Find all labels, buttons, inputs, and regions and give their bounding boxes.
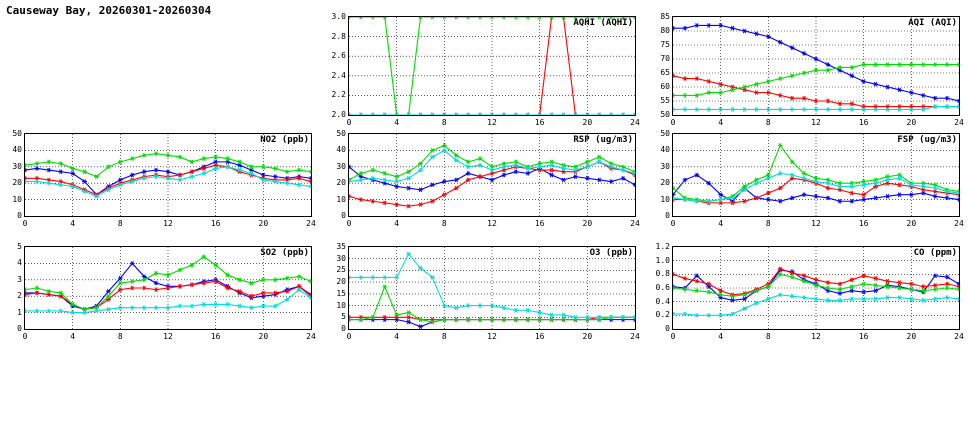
xtick-so2-1: 4: [70, 332, 76, 341]
xtick-co-6: 24: [954, 332, 964, 341]
ytick-aqi-4: 70: [660, 54, 670, 63]
ytick-no2-4: 40: [12, 145, 22, 155]
xtick-aqhi-0: 0: [346, 118, 352, 127]
plot-svg-rsp: [349, 134, 635, 216]
plot-area-rsp: [348, 133, 636, 217]
xtick-no2-2: 8: [117, 219, 123, 228]
xtick-no2-1: 4: [70, 219, 76, 228]
ytick-aqi-6: 80: [660, 26, 670, 35]
ytick-so2-3: 3: [17, 274, 22, 284]
chart-panel-fsp: [660, 129, 964, 233]
xtick-rsp-1: 4: [394, 219, 400, 228]
series-markers-no2-day3: [25, 152, 311, 179]
xtick-o3-6: 24: [630, 332, 640, 341]
xtick-co-5: 20: [906, 332, 917, 341]
series-markers-rsp-day1: [349, 165, 635, 192]
plot-svg-aqhi: [349, 17, 635, 115]
xtick-aqhi-2: 8: [441, 118, 447, 127]
xtick-aqi-1: 4: [718, 118, 724, 127]
ytick-fsp-2: 20: [660, 178, 670, 188]
ytick-fsp-4: 40: [660, 145, 670, 155]
ytick-no2-0: 0: [17, 211, 22, 220]
chart-panel-rsp: [336, 129, 640, 233]
ytick-aqi-5: 75: [660, 40, 670, 49]
ytick-o3-1: 5: [341, 312, 346, 322]
series-markers-aqi-day2: [673, 74, 959, 109]
xtick-no2-5: 20: [258, 219, 269, 228]
ytick-aqhi-2: 2.4: [331, 70, 346, 80]
ytick-aqhi-3: 2.6: [331, 51, 346, 61]
xtick-aqhi-4: 16: [534, 118, 545, 127]
xtick-aqhi-1: 4: [394, 118, 400, 127]
chart-panel-co: [655, 242, 964, 346]
ytick-no2-2: 20: [12, 178, 22, 188]
ytick-o3-2: 10: [336, 300, 346, 310]
ytick-aqhi-5: 3.0: [331, 12, 346, 21]
page-title: Causeway Bay, 20260301-20260304: [6, 4, 212, 17]
ytick-o3-4: 20: [336, 277, 346, 287]
ytick-rsp-1: 10: [336, 194, 346, 204]
plot-svg-no2: [25, 134, 311, 216]
xtick-fsp-2: 8: [765, 219, 771, 228]
ytick-rsp-0: 0: [341, 211, 346, 220]
ytick-aqi-7: 85: [660, 12, 670, 21]
plot-area-fsp: [672, 133, 960, 217]
xtick-so2-6: 24: [306, 332, 316, 341]
xtick-o3-0: 0: [346, 332, 352, 341]
ytick-aqi-3: 65: [660, 68, 670, 77]
xtick-no2-0: 0: [22, 219, 28, 228]
panel-title-rsp: RSP (ug/m3): [573, 135, 633, 145]
chart-panel-no2: [12, 129, 316, 233]
xtick-fsp-1: 4: [718, 219, 724, 228]
chart-panel-aqhi: [331, 12, 640, 132]
panel-title-co: CO (ppm): [913, 248, 957, 258]
xtick-aqi-4: 16: [858, 118, 869, 127]
xtick-aqhi-3: 12: [487, 118, 497, 127]
ytick-co-6: 1.2: [655, 242, 670, 251]
xtick-o3-2: 8: [441, 332, 447, 341]
ytick-fsp-3: 30: [660, 161, 670, 171]
xtick-so2-4: 16: [210, 332, 221, 341]
plot-svg-so2: [25, 247, 311, 329]
xtick-fsp-3: 12: [811, 219, 821, 228]
ytick-rsp-4: 40: [336, 145, 346, 155]
ytick-aqhi-0: 2.0: [331, 110, 346, 119]
ytick-so2-1: 1: [17, 307, 22, 317]
xtick-o3-5: 20: [582, 332, 593, 341]
ytick-aqhi-1: 2.2: [331, 90, 346, 100]
xtick-rsp-6: 24: [630, 219, 640, 228]
ytick-no2-5: 50: [12, 129, 22, 138]
panel-title-o3: O3 (ppb): [589, 248, 633, 258]
xtick-aqi-3: 12: [811, 118, 821, 127]
panel-title-no2: NO2 (ppb): [260, 135, 309, 145]
xtick-aqi-6: 24: [954, 118, 964, 127]
gridlines-fsp: [673, 134, 959, 216]
gridlines-no2: [25, 134, 311, 216]
plot-area-so2: [24, 246, 312, 330]
xtick-co-2: 8: [765, 332, 771, 341]
xtick-fsp-0: 0: [670, 219, 676, 228]
gridlines-o3: [349, 247, 635, 329]
xtick-o3-4: 16: [534, 332, 545, 341]
xtick-co-3: 12: [811, 332, 821, 341]
xtick-so2-0: 0: [22, 332, 28, 341]
xtick-aqhi-6: 24: [630, 118, 640, 127]
ytick-so2-0: 0: [17, 324, 22, 333]
xtick-so2-3: 12: [163, 332, 173, 341]
ytick-aqi-2: 60: [660, 82, 670, 91]
panel-title-so2: SO2 (ppb): [260, 248, 309, 258]
chart-panel-o3: [336, 242, 640, 346]
xtick-no2-3: 12: [163, 219, 173, 228]
ytick-o3-7: 35: [336, 242, 346, 251]
plot-area-o3: [348, 246, 636, 330]
ytick-co-1: 0.2: [655, 310, 670, 320]
xtick-fsp-6: 24: [954, 219, 964, 228]
xtick-fsp-4: 16: [858, 219, 869, 228]
plot-svg-aqi: [673, 17, 959, 115]
ytick-no2-3: 30: [12, 161, 22, 171]
ytick-aqhi-4: 2.8: [331, 31, 346, 41]
xtick-fsp-5: 20: [906, 219, 917, 228]
xtick-co-0: 0: [670, 332, 676, 341]
ytick-co-5: 1.0: [655, 255, 670, 265]
xtick-no2-4: 16: [210, 219, 221, 228]
ytick-fsp-0: 0: [665, 211, 670, 220]
ytick-rsp-5: 50: [336, 129, 346, 138]
ytick-so2-2: 2: [17, 291, 22, 301]
plot-svg-o3: [349, 247, 635, 329]
panel-title-aqi: AQI (AQI): [908, 18, 957, 28]
xtick-no2-6: 24: [306, 219, 316, 228]
xtick-aqi-2: 8: [765, 118, 771, 127]
xtick-co-1: 4: [718, 332, 724, 341]
chart-panel-aqi: [660, 12, 964, 132]
ytick-fsp-5: 50: [660, 129, 670, 138]
ytick-no2-1: 10: [12, 194, 22, 204]
ytick-aqi-0: 50: [660, 110, 670, 119]
plot-area-co: [672, 246, 960, 330]
series-markers-no2-day4: [25, 165, 311, 199]
ytick-o3-6: 30: [336, 253, 346, 263]
xtick-aqi-0: 0: [670, 118, 676, 127]
plot-svg-co: [673, 247, 959, 329]
xtick-rsp-0: 0: [346, 219, 352, 228]
ytick-so2-5: 5: [17, 242, 22, 251]
chart-panel-so2: [17, 242, 316, 346]
ytick-o3-3: 15: [336, 288, 346, 298]
ytick-co-2: 0.4: [655, 296, 670, 306]
xtick-rsp-4: 16: [534, 219, 545, 228]
xtick-rsp-5: 20: [582, 219, 593, 228]
plot-area-aqi: [672, 16, 960, 116]
panel-title-aqhi: AQHI (AQHI): [573, 18, 633, 28]
series-line-co-day4: [673, 295, 959, 316]
xtick-so2-2: 8: [117, 332, 123, 341]
ytick-rsp-3: 30: [336, 161, 346, 171]
xtick-rsp-3: 12: [487, 219, 497, 228]
plot-area-aqhi: [348, 16, 636, 116]
ytick-co-3: 0.6: [655, 283, 670, 292]
xtick-aqhi-5: 20: [582, 118, 593, 127]
xtick-co-4: 16: [858, 332, 869, 341]
ytick-rsp-2: 20: [336, 178, 346, 188]
xtick-o3-1: 4: [394, 332, 400, 341]
xtick-rsp-2: 8: [441, 219, 447, 228]
plot-area-no2: [24, 133, 312, 217]
gridlines-aqhi: [349, 17, 635, 115]
xtick-so2-5: 20: [258, 332, 269, 341]
ytick-fsp-1: 10: [660, 194, 670, 204]
xtick-aqi-5: 20: [906, 118, 917, 127]
ytick-co-0: 0: [665, 324, 670, 333]
ytick-o3-5: 25: [336, 265, 346, 275]
plot-svg-fsp: [673, 134, 959, 216]
panel-title-fsp: FSP (ug/m3): [897, 135, 957, 145]
ytick-o3-0: 0: [341, 324, 346, 333]
ytick-co-4: 0.8: [655, 269, 670, 279]
xtick-o3-3: 12: [487, 332, 497, 341]
ytick-so2-4: 4: [17, 258, 22, 268]
ytick-aqi-1: 55: [660, 96, 670, 105]
